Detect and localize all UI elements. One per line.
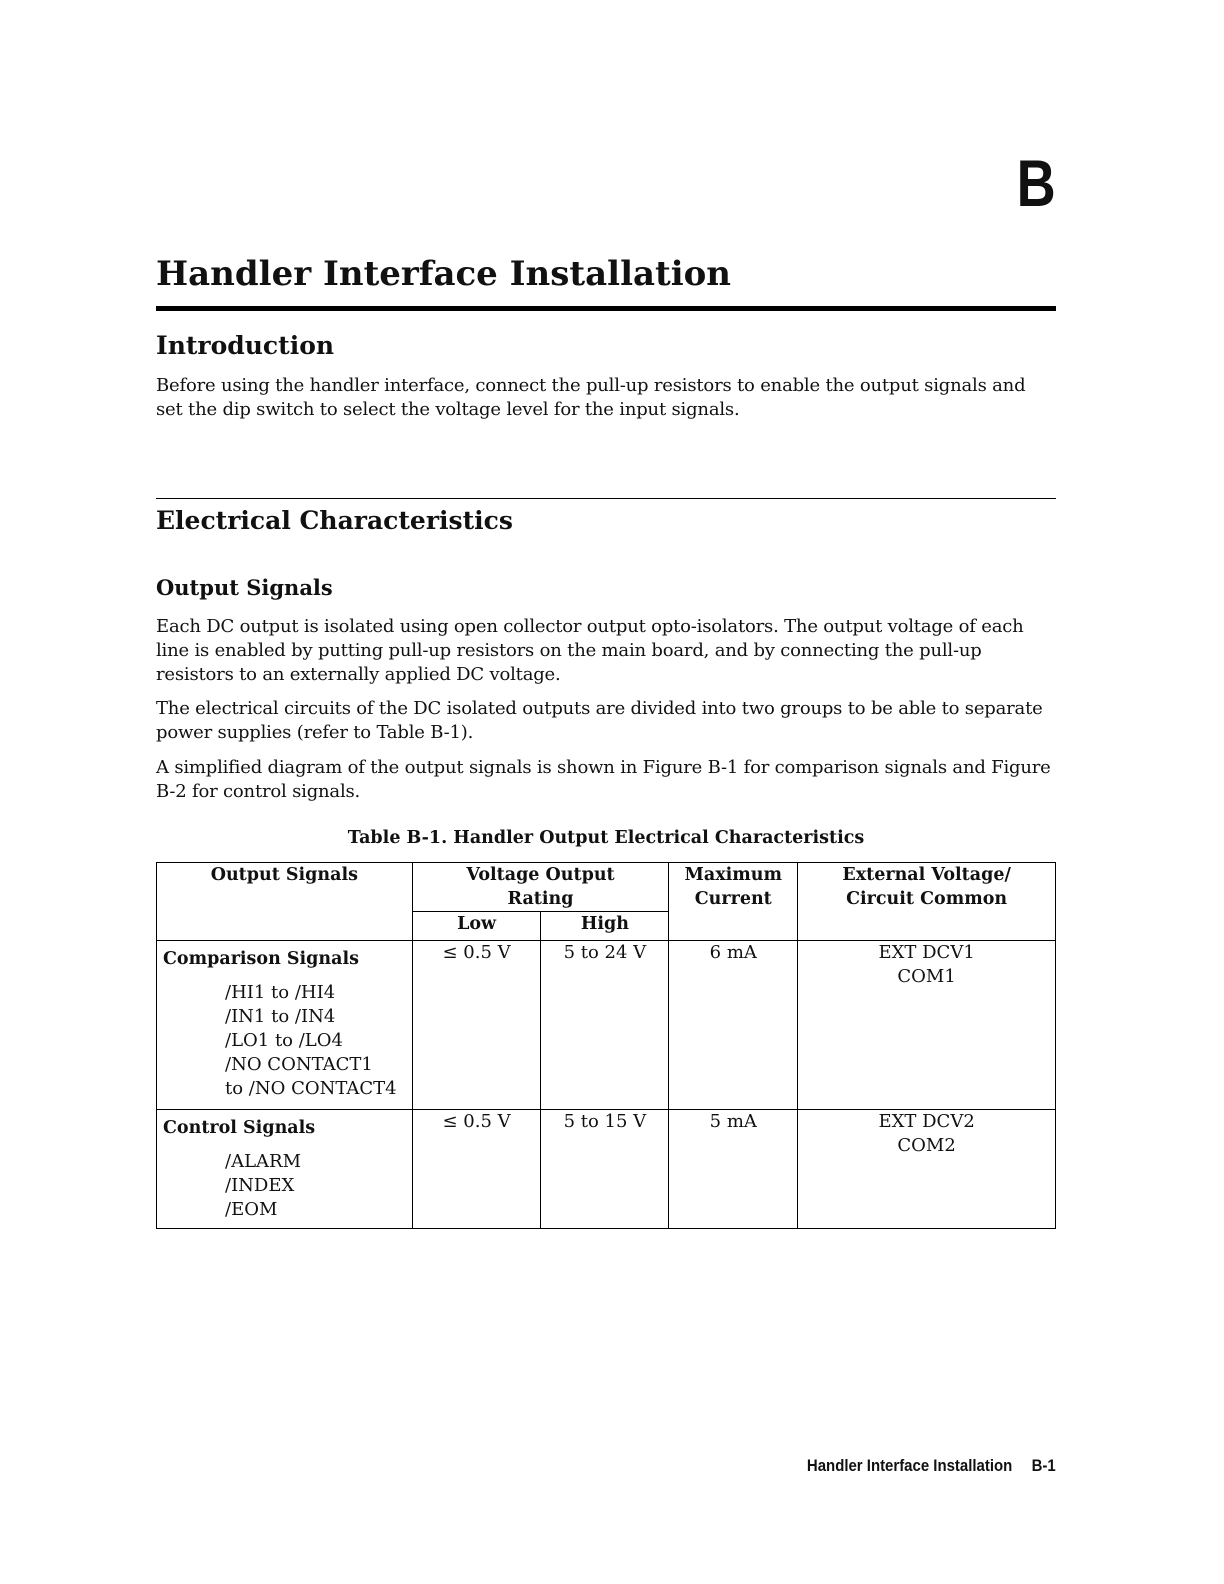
header-max-current-label: Maximum Current [684,865,783,909]
header-low: Low [412,912,541,941]
chapter-title: Handler Interface Installation [156,254,732,294]
low-value: ≤ 0.5 V [412,941,541,1110]
group-label: Control Signals [163,1118,316,1138]
table-row [157,941,1056,1110]
electrical-heading: Electrical Characteristics [156,506,513,535]
low-value: ≤ 0.5 V [412,1110,541,1229]
output-paragraph-2: The electrical circuits of the DC isolated outputs are divided into two groups to be able to separate power supplies (refer to Table B-1). [156,698,1043,743]
output-paragraph-3: A simplified diagram of the output signals is shown in Figure B-1 for comparison signals and Figure B-2 for control signals. [156,757,1051,802]
page-number: B-1 [1031,1456,1056,1475]
ext-voltage-value: EXT DCV1 [878,942,975,963]
signal-list [157,1140,412,1228]
header-voltage-rating-label: Voltage Output Rating [466,865,615,909]
ext-voltage-cell [798,1110,1056,1229]
ext-voltage-cell [798,941,1056,1110]
output-paragraph-1: Each DC output is isolated using open collector output opto-isolators. The output voltage of each line is enabled by putting pull-up resistors on the main board, and by connecting the pull-up resistors to an externally applied DC voltage. [156,616,1024,685]
common-value: COM1 [897,966,956,987]
introduction-paragraph: Before using the handler interface, connect the pull-up resistors to enable the output signals and set the dip switch to select the voltage level for the input signals. [156,375,1026,420]
group-label: Comparison Signals [163,949,359,969]
list-item: to /NO CONTACT4 [225,1078,397,1099]
list-item: /LO1 to /LO4 [225,1030,343,1051]
section-divider [156,498,1056,499]
page-footer [807,1456,1056,1476]
footer-title: Handler Interface Installation [807,1456,1013,1475]
header-high: High [541,912,669,941]
ext-voltage-value: EXT DCV2 [878,1111,975,1132]
current-value: 5 mA [669,1110,798,1229]
table-row [157,1110,1056,1229]
list-item: /EOM [225,1199,278,1220]
title-rule [156,306,1056,311]
common-value: COM2 [897,1135,956,1156]
header-output-signals: Output Signals [157,863,413,941]
header-voltage-rating [412,863,669,912]
high-value: 5 to 24 V [541,941,669,1110]
introduction-heading: Introduction [156,331,335,360]
current-value: 6 mA [669,941,798,1110]
header-ext-voltage-label: External Voltage/ Circuit Common [842,865,1011,909]
header-max-current [669,863,798,941]
signals-cell [157,941,413,1110]
list-item: /ALARM [225,1151,301,1172]
list-item: /HI1 to /HI4 [225,982,336,1003]
electrical-characteristics-table [156,862,1056,1229]
signal-list [157,971,412,1107]
list-item: /IN1 to /IN4 [225,1006,336,1027]
table-caption: Table B-1. Handler Output Electrical Characteristics [347,828,865,848]
header-ext-voltage [798,863,1056,941]
high-value: 5 to 15 V [541,1110,669,1229]
chapter-letter: B [1016,146,1056,220]
list-item: /INDEX [225,1175,295,1196]
output-signals-heading: Output Signals [156,575,333,600]
signals-cell [157,1110,413,1229]
table-header-row [157,863,1056,912]
list-item: /NO CONTACT1 [225,1054,373,1075]
